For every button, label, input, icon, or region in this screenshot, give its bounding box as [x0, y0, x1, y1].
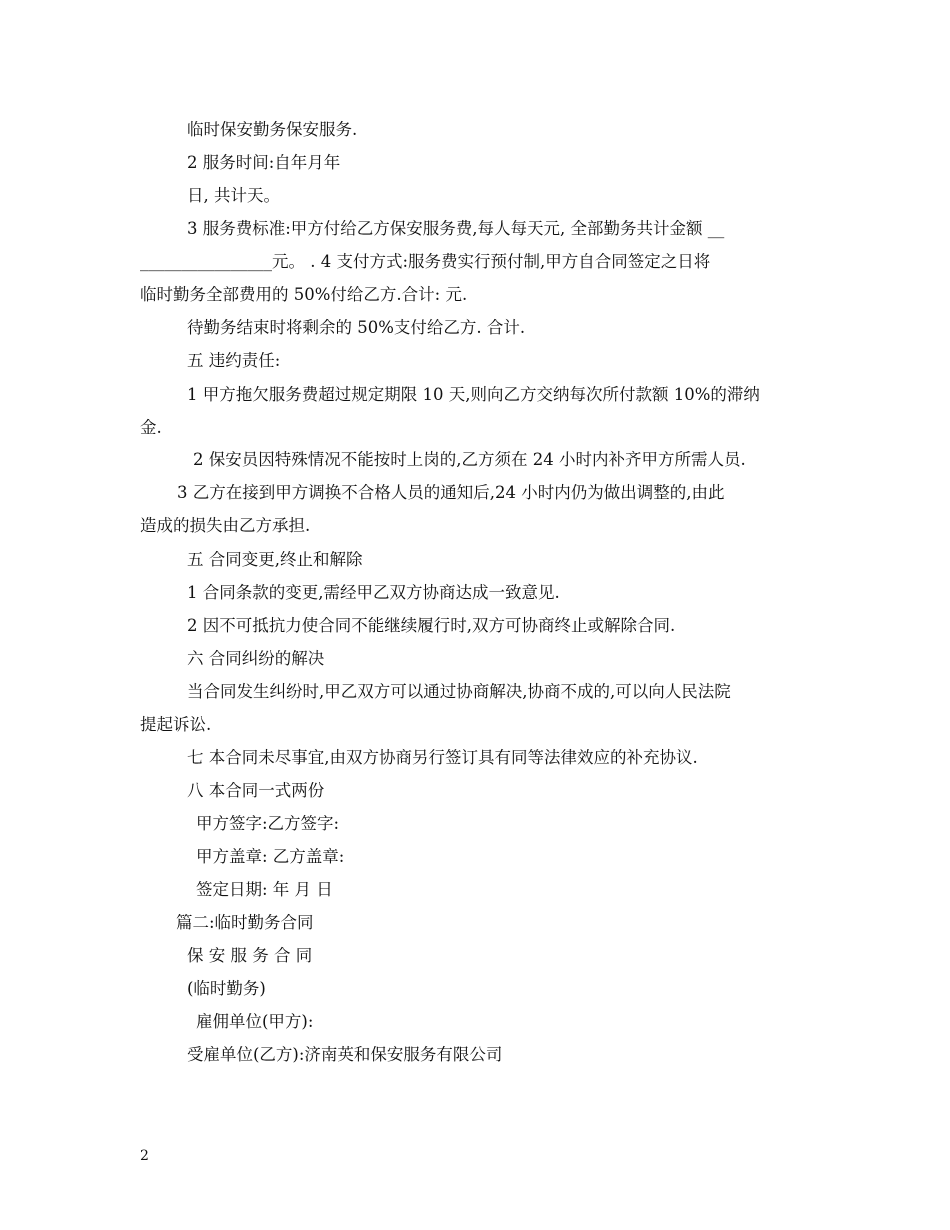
text-line-23: 甲方盖章: 乙方盖章:: [196, 847, 345, 866]
text-line-26: 保 安 服 务 合 同: [187, 946, 313, 965]
text-line-14: 五 合同变更,终止和解除: [187, 550, 363, 569]
text-line-12: 3 乙方在接到甲方调换不合格人员的通知后,24 小时内仍为做出调整的,由此: [177, 483, 725, 502]
text-line-4: 3 服务费标准:甲方付给乙方保安服务费,每人每天元, 全部勤务共计金额 __: [187, 219, 725, 238]
text-line-9: 1 甲方拖欠服务费超过规定期限 10 天,则向乙方交纳每次所付款额 10%的滞纳: [187, 385, 760, 404]
text-line-19: 提起诉讼.: [140, 715, 212, 734]
text-line-27: (临时勤务): [187, 979, 266, 998]
text-line-1: 临时保安勤务保安服务.: [187, 120, 358, 139]
text-line-16: 2 因不可抵抗力使合同不能继续履行时,双方可协商终止或解除合同.: [187, 616, 676, 635]
text-line-17: 六 合同纠纷的解决: [187, 649, 325, 668]
text-line-2: 2 服务时间:自年月年: [187, 153, 341, 172]
text-line-8: 五 违约责任:: [187, 351, 281, 370]
text-line-5: ________________元。 . 4 支付方式:服务费实行预付制,甲方自合同签定之日将: [140, 252, 711, 271]
text-line-21: 八 本合同一式两份: [187, 781, 325, 800]
text-line-13: 造成的损失由乙方承担.: [140, 516, 311, 535]
text-line-6: 临时勤务全部费用的 50%付给乙方.合计: 元.: [140, 285, 468, 304]
text-line-11: 2 保安员因特殊情况不能按时上岗的,乙方须在 24 小时内补齐甲方所需人员.: [193, 450, 746, 469]
text-line-7: 待勤务结束时将剩余的 50%支付给乙方. 合计.: [187, 318, 526, 337]
page-number: 2: [140, 1148, 149, 1164]
text-line-18: 当合同发生纠纷时,甲乙双方可以通过协商解决,协商不成的,可以向人民法院: [187, 682, 731, 701]
text-line-24: 签定日期: 年 月 日: [196, 880, 333, 899]
text-line-28: 雇佣单位(甲方):: [196, 1012, 314, 1031]
text-line-3: 日, 共计天。: [187, 186, 280, 205]
text-line-25: 篇二:临时勤务合同: [176, 913, 314, 932]
text-line-15: 1 合同条款的变更,需经甲乙双方协商达成一致意见.: [187, 583, 560, 602]
text-line-22: 甲方签字:乙方签字:: [196, 814, 340, 833]
text-line-29: 受雇单位(乙方):济南英和保安服务有限公司: [187, 1045, 503, 1064]
text-line-10: 金.: [140, 418, 162, 437]
text-line-20: 七 本合同未尽事宜,由双方协商另行签订具有同等法律效应的补充协议.: [187, 748, 698, 767]
